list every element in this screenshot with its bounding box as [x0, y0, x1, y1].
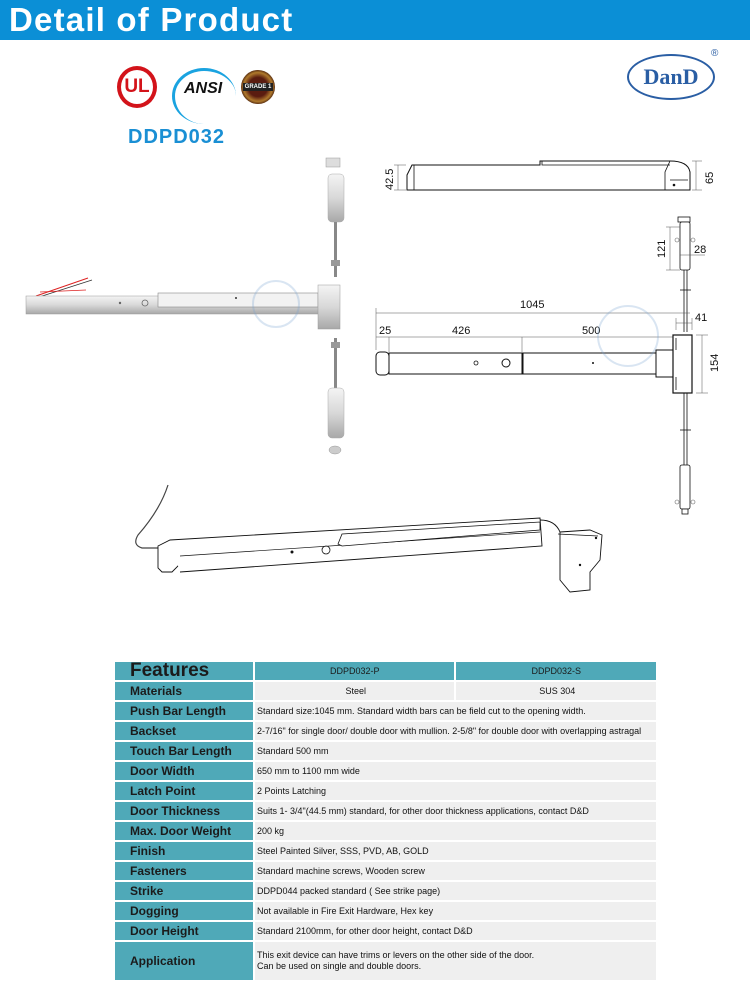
materials-s-value: SUS 304 [456, 682, 656, 700]
features-header: Features [115, 662, 253, 680]
dimension-touch-bar: 500 [582, 325, 601, 337]
watermark-stamp-drawing [597, 305, 659, 367]
header-banner [0, 0, 750, 40]
row-label: Backset [115, 722, 253, 740]
row-label: Door Width [115, 762, 253, 780]
grade1-certification-badge [241, 70, 275, 104]
row-value: Standard 2100mm, for other door height, contact D&D [255, 922, 656, 940]
row-label: Dogging [115, 902, 253, 920]
row-label: Materials [115, 682, 253, 700]
dimension-head-height: 154 [709, 353, 721, 372]
table-row [115, 702, 656, 720]
row-value: Standard 500 mm [255, 742, 656, 760]
application-line-2: Can be used on single and double doors. [257, 961, 422, 971]
ul-certification-logo [117, 66, 157, 108]
features-table [113, 660, 658, 982]
dimension-rod-guard-width: 28 [694, 244, 707, 256]
dimension-rod-guard-length: 121 [656, 239, 668, 258]
table-row [115, 722, 656, 740]
table-row [115, 902, 656, 920]
table-row [115, 882, 656, 900]
row-value: 2 Points Latching [255, 782, 656, 800]
row-value: Steel Painted Silver, SSS, PVD, AB, GOLD [255, 842, 656, 860]
ansi-certification-logo [172, 68, 232, 106]
row-value: Not available in Fire Exit Hardware, Hex key [255, 902, 656, 920]
row-label: Strike [115, 882, 253, 900]
dimension-side-bar-height: 42.5 [384, 168, 396, 190]
table-row [115, 942, 656, 980]
dimension-mid-section: 426 [452, 325, 471, 337]
model-p-header: DDPD032-P [255, 662, 454, 680]
row-label: Fasteners [115, 862, 253, 880]
row-value: 650 mm to 1100 mm wide [255, 762, 656, 780]
brand-logo-text: DanD [643, 64, 699, 89]
dimension-end-cap: 25 [379, 325, 392, 337]
table-row [115, 802, 656, 820]
table-row [115, 922, 656, 940]
table-row [115, 782, 656, 800]
table-row [115, 742, 656, 760]
table-row [115, 842, 656, 860]
row-label: Touch Bar Length [115, 742, 253, 760]
table-row [115, 822, 656, 840]
brand-logo [627, 54, 715, 100]
table-row [115, 682, 656, 700]
page-title: Detail of Product [9, 1, 294, 38]
dimension-head-width: 41 [695, 312, 708, 324]
row-value: DDPD044 packed standard ( See strike page) [255, 882, 656, 900]
application-line-1: This exit device can have trims or levers on the other side of the door. [257, 950, 535, 960]
registered-mark: ® [711, 48, 719, 59]
grade1-badge-text: GRADE 1 [244, 84, 272, 90]
table-header-row [115, 662, 656, 680]
ansi-logo-text: ANSI [184, 80, 223, 97]
product-photo [0, 150, 370, 470]
row-value: Standard machine screws, Wooden screw [255, 862, 656, 880]
row-label: Finish [115, 842, 253, 860]
application-value [255, 942, 656, 980]
materials-p-value: Steel [255, 682, 454, 700]
row-value: Standard size:1045 mm. Standard width bars can be field cut to the opening width. [255, 702, 656, 720]
row-label: Max. Door Weight [115, 822, 253, 840]
product-model-code: DDPD032 [128, 126, 226, 148]
ul-logo-text: UL [124, 76, 150, 97]
row-label: Latch Point [115, 782, 253, 800]
row-label: Door Thickness [115, 802, 253, 820]
row-label: Push Bar Length [115, 702, 253, 720]
model-s-header: DDPD032-S [456, 662, 656, 680]
perspective-drawing [120, 480, 620, 600]
watermark-stamp [252, 280, 300, 328]
row-value: 200 kg [255, 822, 656, 840]
row-value: Suits 1- 3/4"(44.5 mm) standard, for other door thickness applications, contact D&D [255, 802, 656, 820]
side-elevation-drawing [370, 150, 750, 200]
row-label: Application [115, 942, 253, 980]
table-row [115, 862, 656, 880]
row-label: Door Height [115, 922, 253, 940]
dimension-side-head-height: 65 [704, 171, 716, 184]
dimension-total-length: 1045 [520, 299, 545, 311]
row-value: 2-7/16" for single door/ double door with mullion. 2-5/8" for double door with overlapping astragal [255, 722, 656, 740]
table-row [115, 762, 656, 780]
